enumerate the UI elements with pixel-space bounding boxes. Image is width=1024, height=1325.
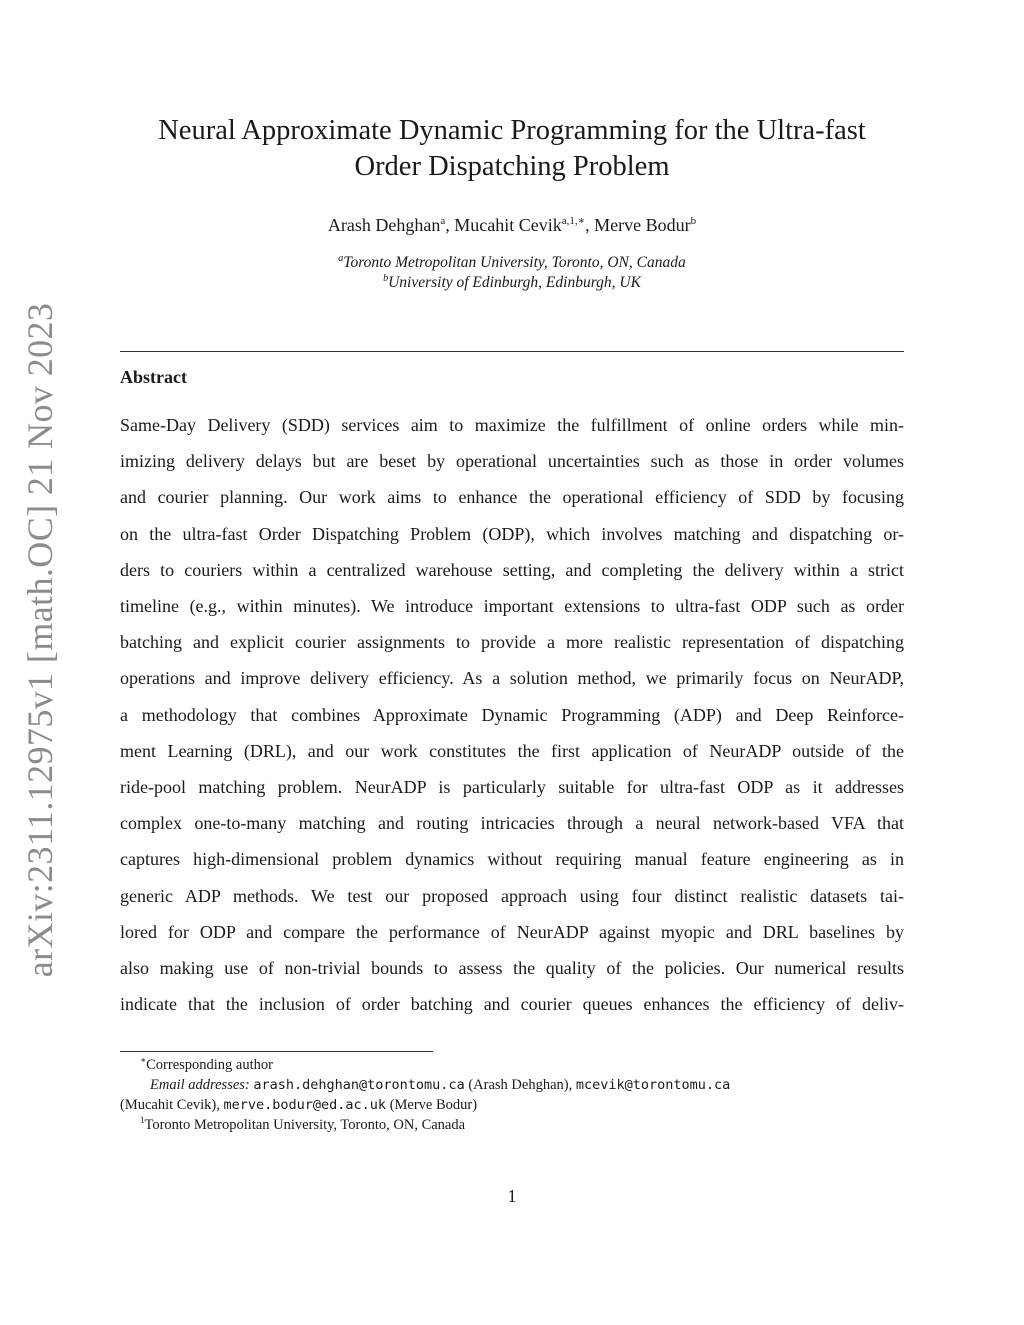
email-link[interactable]: mcevik@torontomu.ca [575,1077,731,1093]
author-list: Arash Dehghan$^a$, Mucahit Cevik$^{a,1,∗}$, Merve Bodur$^b$ [327,215,697,235]
footnote-emails-cont: (Mucahit Cevik), merve.bodur@ed.ac.uk (Merve Bodur) [120,1097,478,1113]
header-divider [120,351,904,352]
abstract-line: operations and improve delivery efficiency. As a solution method, we primarily focus on NeurADP, [120,668,904,689]
affiliations [120,253,904,293]
abstract-line: ment Learning (DRL), and our work constitutes the first application of NeurADP outside of the [120,740,904,761]
email-link[interactable]: merve.bodur@ed.ac.uk [223,1097,387,1113]
affiliation-b: $^b$University of Edinburgh, Edinburgh, UK [383,273,641,291]
abstract-line: imizing delivery delays but are beset by operational uncertainties such as those in order volumes [120,451,904,472]
abstract-line: captures high-dimensional problem dynamics without requiring manual feature engineering as in [120,849,904,870]
author-name: Arash Dehghan [327,215,441,235]
arxiv-identifier-stamp: arXiv:2311.12975v1 [math.OC] 21 Nov 2023 [20,302,60,978]
abstract-body [120,407,904,1022]
abstract-line: ders to couriers within a centralized warehouse setting, and completing the delivery within a strict [120,559,904,580]
author-name: Merve Bodur [594,215,691,235]
email-link[interactable]: arash.dehghan@torontomu.ca [253,1077,465,1093]
title-line-1: Neural Approximate Dynamic Programming for the Ultra-fast [158,115,866,146]
footnotes [120,1055,904,1135]
abstract-line: also making use of non-trivial bounds to assess the quality of the policies. Our numerical results [120,958,904,979]
footnote-divider [120,1051,433,1052]
author-affiliation-mark: b [690,215,697,227]
author-name: Mucahit Cevik [454,215,562,235]
abstract-line: a methodology that combines Approximate Dynamic Programming (ADP) and Deep Reinforce- [120,704,904,725]
abstract-line: complex one-to-many matching and routing intricacies through a neural network-based VFA that [120,813,904,834]
author-affiliation-mark: a [440,215,446,227]
abstract-line: ride-pool matching problem. NeurADP is particularly suitable for ultra-fast ODP as it addresses [120,777,904,798]
abstract-line: lored for ODP and compare the performance of NeurADP against myopic and DRL baselines by [120,921,904,942]
abstract-heading: Abstract [120,367,187,387]
footnote-emails: Email addresses: arash.dehghan@torontomu.ca (Arash Dehghan), mcevik@torontomu.ca [150,1077,731,1093]
paper-title [120,113,904,185]
abstract-line: indicate that the inclusion of order batching and courier queues enhances the efficiency of deliv- [120,994,904,1015]
abstract-line: Same-Day Delivery (SDD) services aim to maximize the fulfillment of online orders while min- [120,415,904,435]
abstract-line: generic ADP methods. We test our proposed approach using four distinct realistic datasets tai- [120,885,904,906]
abstract-line: batching and explicit courier assignments to provide a more realistic representation of dispatching [120,632,904,653]
abstract-line: timeline (e.g., within minutes). We introduce important extensions to ultra-fast ODP such as order [120,596,904,617]
author-affiliation-mark: a,1,∗ [561,215,586,227]
title-line-2: Order Dispatching Problem [354,151,670,182]
abstract-line: on the ultra-fast Order Dispatching Problem (ODP), which involves matching and dispatching or- [120,523,904,544]
affiliation-a: $^a$Toronto Metropolitan University, Toronto, ON, Canada [338,253,686,271]
footnote-1: $^1$Toronto Metropolitan University, Toronto, ON, Canada [140,1115,466,1133]
page-number: 1 [507,1186,517,1206]
abstract-line: and courier planning. Our work aims to enhance the operational efficiency of SDD by focusing [120,487,904,508]
footnote-corresponding: ∗Corresponding author [140,1055,273,1073]
